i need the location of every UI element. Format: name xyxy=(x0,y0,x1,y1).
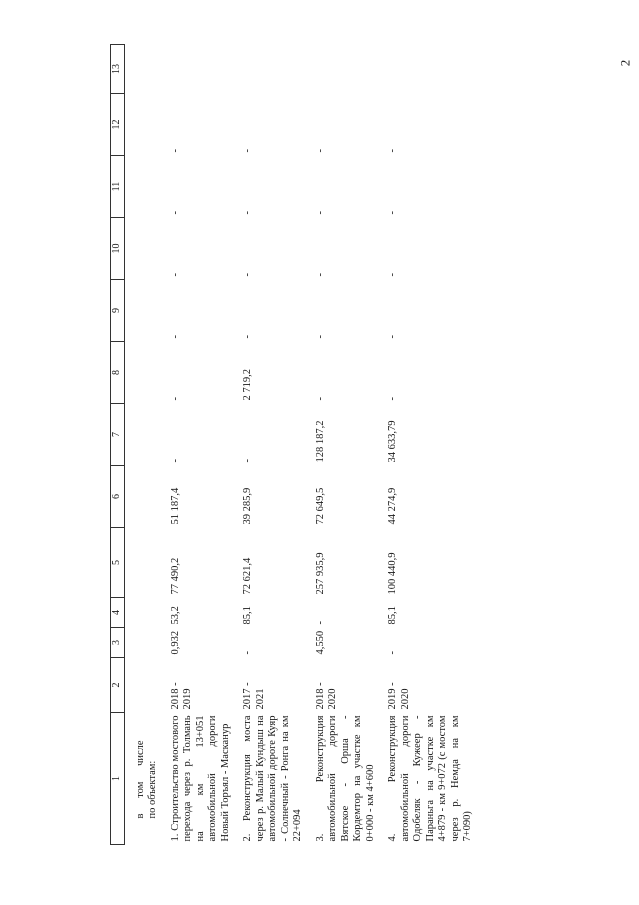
cell: - xyxy=(387,273,398,277)
cell: - xyxy=(387,651,398,655)
budget-table xyxy=(110,44,475,845)
cell: - xyxy=(242,651,253,655)
cell: 53,2 xyxy=(169,606,181,625)
cell: - xyxy=(169,459,181,463)
cell: 72 621,4 xyxy=(242,557,253,595)
cell: - xyxy=(242,211,253,215)
cell: 2 719,2 xyxy=(242,369,253,401)
cell: - xyxy=(169,397,181,401)
cell: - xyxy=(314,211,326,215)
col-header: 10 xyxy=(111,218,125,280)
table-row xyxy=(305,45,378,845)
cell: 34 633,79 xyxy=(387,420,398,463)
cell: - xyxy=(242,273,253,277)
cell: - xyxy=(242,335,253,339)
intro-row xyxy=(124,45,160,845)
cell: - xyxy=(169,273,181,277)
years: 2019 - 2020 xyxy=(387,682,411,710)
page-number: 2 xyxy=(617,59,633,67)
cell: 44 274,9 xyxy=(387,487,398,525)
cell: 0,932 xyxy=(169,630,181,655)
cell: - xyxy=(387,397,398,401)
object-name: 1. Строительство мостового перехода через р. Толмань на км 13+051 автомобильной дороги Новый Торъял - Масканур xyxy=(169,715,231,842)
intro-line: по объектам: xyxy=(147,760,158,819)
col-header: 1 xyxy=(111,713,125,845)
col-header: 9 xyxy=(111,280,125,342)
cell: - xyxy=(387,335,398,339)
years: 2018 - 2020 xyxy=(314,682,338,710)
cell: - xyxy=(169,335,181,339)
years: 2017 - 2021 xyxy=(242,682,266,710)
cell: 128 187,2 xyxy=(314,420,326,463)
cell: - xyxy=(314,621,326,625)
cell: 4,550 xyxy=(314,630,326,655)
cell: - xyxy=(314,273,326,277)
object-name: 3. Реконструкция автомобильной дороги Вятское - Орша - Кордемтор на участке км 0+000 - км 4+600 xyxy=(314,715,376,842)
cell: 100 440,9 xyxy=(387,552,398,595)
table-row xyxy=(160,45,233,845)
col-header: 2 xyxy=(111,658,125,713)
cell: - xyxy=(314,335,326,339)
cell: - xyxy=(387,149,398,153)
col-header: 13 xyxy=(111,45,125,94)
object-name: 2. Реконструкция моста через р. Малый Кундыш на автомобильной дороге Куяр - Солнечный - Ронга на км 22+094 xyxy=(242,715,303,842)
col-header: 5 xyxy=(111,528,125,598)
col-header: 7 xyxy=(111,404,125,466)
cell: - xyxy=(314,149,326,153)
cell: 51 187,4 xyxy=(169,487,181,525)
col-header: 12 xyxy=(111,94,125,156)
header-row xyxy=(111,45,125,845)
object-name: 4. Реконструкция автомобильной дороги Одобеляк - Кужеер - Параньга на участке км 4+879 - км 9+072 (с мостом через р. Немда на км 7+090) xyxy=(387,715,473,842)
cell: - xyxy=(169,149,181,153)
cell: 85,1 xyxy=(387,606,398,625)
cell: - xyxy=(387,211,398,215)
cell: 72 649,5 xyxy=(314,487,326,525)
table-row xyxy=(377,45,475,845)
rotated-table-sheet xyxy=(110,45,530,845)
table-row xyxy=(232,45,305,845)
col-header: 6 xyxy=(111,466,125,528)
cell: 77 490,2 xyxy=(169,557,181,595)
intro-cell xyxy=(124,713,160,845)
years: 2018 - 2019 xyxy=(169,682,193,710)
col-header: 8 xyxy=(111,342,125,404)
cell: 39 285,9 xyxy=(242,487,253,525)
cell: 85,1 xyxy=(242,606,253,625)
cell: - xyxy=(169,211,181,215)
cell: - xyxy=(242,459,253,463)
col-header: 4 xyxy=(111,598,125,628)
col-header: 11 xyxy=(111,156,125,218)
cell: 257 935,9 xyxy=(314,552,326,595)
cell: - xyxy=(314,397,326,401)
intro-line: в том числе xyxy=(134,740,146,819)
col-header: 3 xyxy=(111,628,125,658)
cell: - xyxy=(242,149,253,153)
